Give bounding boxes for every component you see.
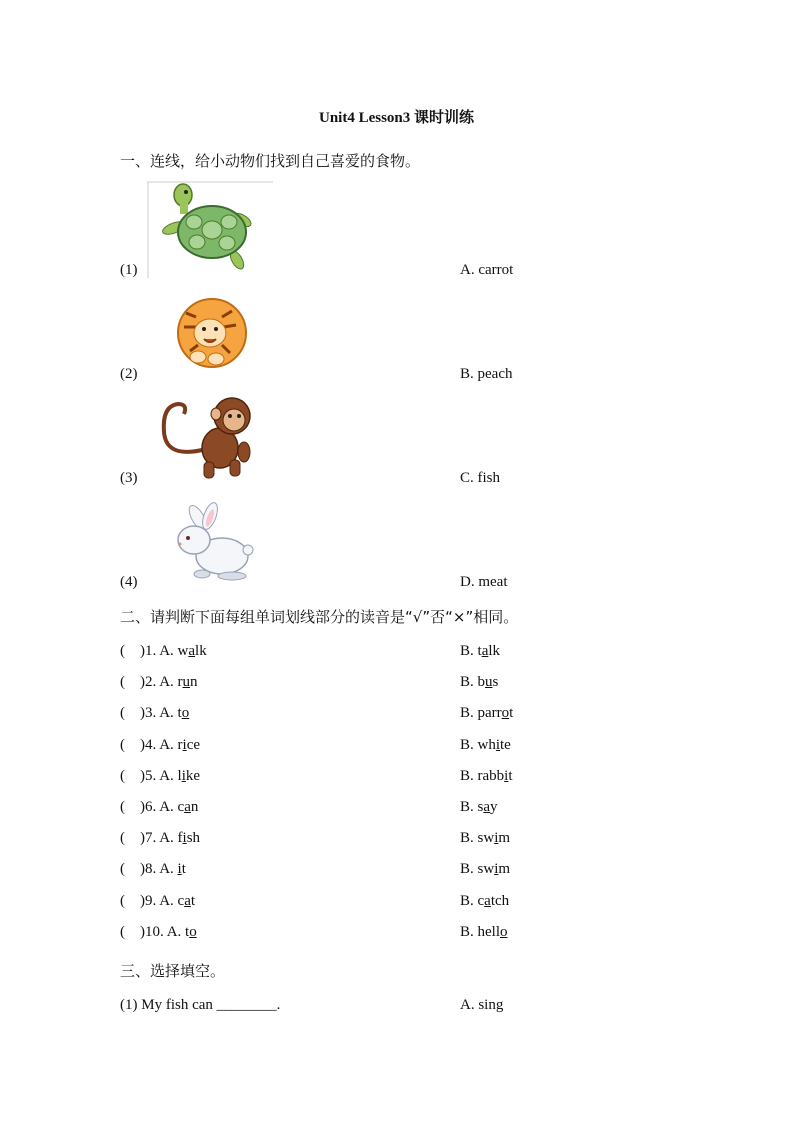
word-part: B. sw <box>460 830 495 846</box>
underlined-letter: i <box>494 861 499 877</box>
phonics-word-b <box>460 737 511 754</box>
phonics-row <box>0 893 793 913</box>
phonics-word-a <box>120 768 200 785</box>
phonics-row <box>0 768 793 788</box>
underlined-letter: o <box>501 705 510 721</box>
section-3-heading: 三、选择填空。 <box>120 962 226 980</box>
match-number-3: (3) <box>120 470 138 486</box>
section-1-heading: 一、连线，给小动物们找到自己喜爱的食物。 <box>120 152 421 170</box>
word-part: y <box>490 799 498 815</box>
underlined-letter: u <box>485 674 493 690</box>
word-part: A. c <box>159 893 185 909</box>
fill-question-1: (1) My fish can ________. <box>120 997 281 1013</box>
word-part: B. parr <box>460 705 502 721</box>
phonics-word-a <box>120 799 198 816</box>
phonics-word-b <box>460 830 510 847</box>
underlined-letter: i <box>495 737 501 753</box>
word-part: B. t <box>460 643 482 659</box>
underlined-letter: a <box>483 799 491 815</box>
word-part: sh <box>186 830 201 846</box>
phonics-word-b <box>460 674 498 691</box>
word-part: n <box>190 674 198 690</box>
phonics-word-a <box>120 830 200 847</box>
underlined-letter: o <box>181 705 190 721</box>
phonics-word-b <box>460 768 513 785</box>
phonics-word-a <box>120 924 197 941</box>
answer-paren[interactable]: ( ) <box>120 674 145 690</box>
food-option-a: A. carrot <box>460 262 514 278</box>
word-part: lk <box>488 643 501 659</box>
question-number: 1. <box>145 643 157 659</box>
underlined-letter: i <box>182 830 187 846</box>
question-number: 5. <box>145 768 157 784</box>
match-number-2: (2) <box>120 366 138 382</box>
answer-paren[interactable]: ( ) <box>120 768 145 784</box>
question-number: 8. <box>145 861 157 877</box>
word-part: ce <box>186 737 201 753</box>
phonics-word-b <box>460 861 510 878</box>
underlined-letter: a <box>184 893 191 909</box>
word-part: B. rabb <box>460 768 505 784</box>
word-part: B. sw <box>460 861 495 877</box>
word-part: m <box>498 861 511 877</box>
question-number: 2. <box>145 674 157 690</box>
food-option-d: D. meat <box>460 574 508 590</box>
word-part: A. <box>159 861 178 877</box>
phonics-word-b <box>460 893 509 910</box>
underlined-letter: i <box>182 737 187 753</box>
underlined-letter: i <box>177 861 182 877</box>
word-part: ke <box>185 768 201 784</box>
word-part: m <box>498 830 511 846</box>
phonics-word-b <box>460 643 500 660</box>
question-number: 10. <box>145 924 164 940</box>
word-part: n <box>190 799 199 815</box>
phonics-word-b <box>460 799 498 816</box>
answer-paren[interactable]: ( ) <box>120 924 145 940</box>
underlined-letter: i <box>181 768 186 784</box>
word-part: A. t <box>166 924 190 940</box>
question-number: 9. <box>145 893 157 909</box>
answer-paren[interactable]: ( ) <box>120 705 145 721</box>
phonics-row <box>0 861 793 881</box>
underlined-letter: a <box>484 893 491 909</box>
question-number: 6. <box>145 799 157 815</box>
answer-paren[interactable]: ( ) <box>120 799 145 815</box>
question-number: 7. <box>145 830 157 846</box>
underlined-letter: u <box>182 674 191 690</box>
underlined-letter: i <box>494 830 499 846</box>
word-part: t <box>181 861 186 877</box>
section-2-heading: 二、请判断下面每组单词划线部分的读音是“√”否“×”相同。 <box>120 608 519 626</box>
phonics-word-b <box>460 924 508 941</box>
underlined-letter: a <box>481 643 489 659</box>
answer-paren[interactable]: ( ) <box>120 893 145 909</box>
underlined-letter: i <box>504 768 509 784</box>
phonics-row <box>0 830 793 850</box>
phonics-row <box>0 737 793 757</box>
underlined-letter: a <box>184 799 191 815</box>
question-number: 4. <box>145 737 157 753</box>
answer-paren[interactable]: ( ) <box>120 861 145 877</box>
phonics-word-a <box>120 674 198 691</box>
phonics-word-a <box>120 861 186 878</box>
food-option-c: C. fish <box>460 470 501 486</box>
page-title: Unit4 Lesson3 课时训练 <box>318 110 475 126</box>
phonics-row <box>0 674 793 694</box>
food-option-b: B. peach <box>460 366 513 382</box>
word-part: A. l <box>159 768 182 784</box>
match-number-1: (1) <box>120 262 138 278</box>
phonics-word-a <box>120 893 195 910</box>
word-part: A. r <box>159 674 183 690</box>
word-part: B. hell <box>460 924 500 940</box>
underlined-letter: o <box>189 924 197 940</box>
underlined-letter: o <box>500 924 508 940</box>
word-part: s <box>492 674 499 690</box>
word-part: B. s <box>460 799 484 815</box>
answer-paren[interactable]: ( ) <box>120 737 145 753</box>
underlined-letter: a <box>188 643 196 659</box>
phonics-row <box>0 643 793 663</box>
word-part: t <box>508 768 513 784</box>
word-part: A. w <box>159 643 189 659</box>
rabbit-icon <box>166 502 254 582</box>
phonics-word-a <box>120 643 207 660</box>
word-part: A. f <box>159 830 183 846</box>
word-part: A. r <box>159 737 183 753</box>
word-part: lk <box>195 643 207 659</box>
monkey-icon <box>158 392 256 482</box>
word-part: t <box>190 893 196 909</box>
question-number: 3. <box>145 705 157 721</box>
word-part: B. c <box>460 893 485 909</box>
phonics-row <box>0 799 793 819</box>
word-part: A. t <box>159 705 182 721</box>
word-part: B. b <box>460 674 486 690</box>
match-number-4: (4) <box>120 574 138 590</box>
word-part: t <box>509 705 514 721</box>
tiger-icon <box>172 293 248 371</box>
answer-paren[interactable]: ( ) <box>120 643 145 659</box>
word-part: A. c <box>159 799 185 815</box>
phonics-word-b <box>460 705 513 722</box>
fill-option-a: A. sing <box>460 997 504 1013</box>
word-part: tch <box>490 893 510 909</box>
answer-paren[interactable]: ( ) <box>120 830 145 846</box>
phonics-row <box>0 705 793 725</box>
phonics-word-a <box>120 705 189 722</box>
phonics-row <box>0 924 793 944</box>
word-part: B. wh <box>460 737 496 753</box>
phonics-word-a <box>120 737 200 754</box>
word-part: te <box>500 737 511 753</box>
